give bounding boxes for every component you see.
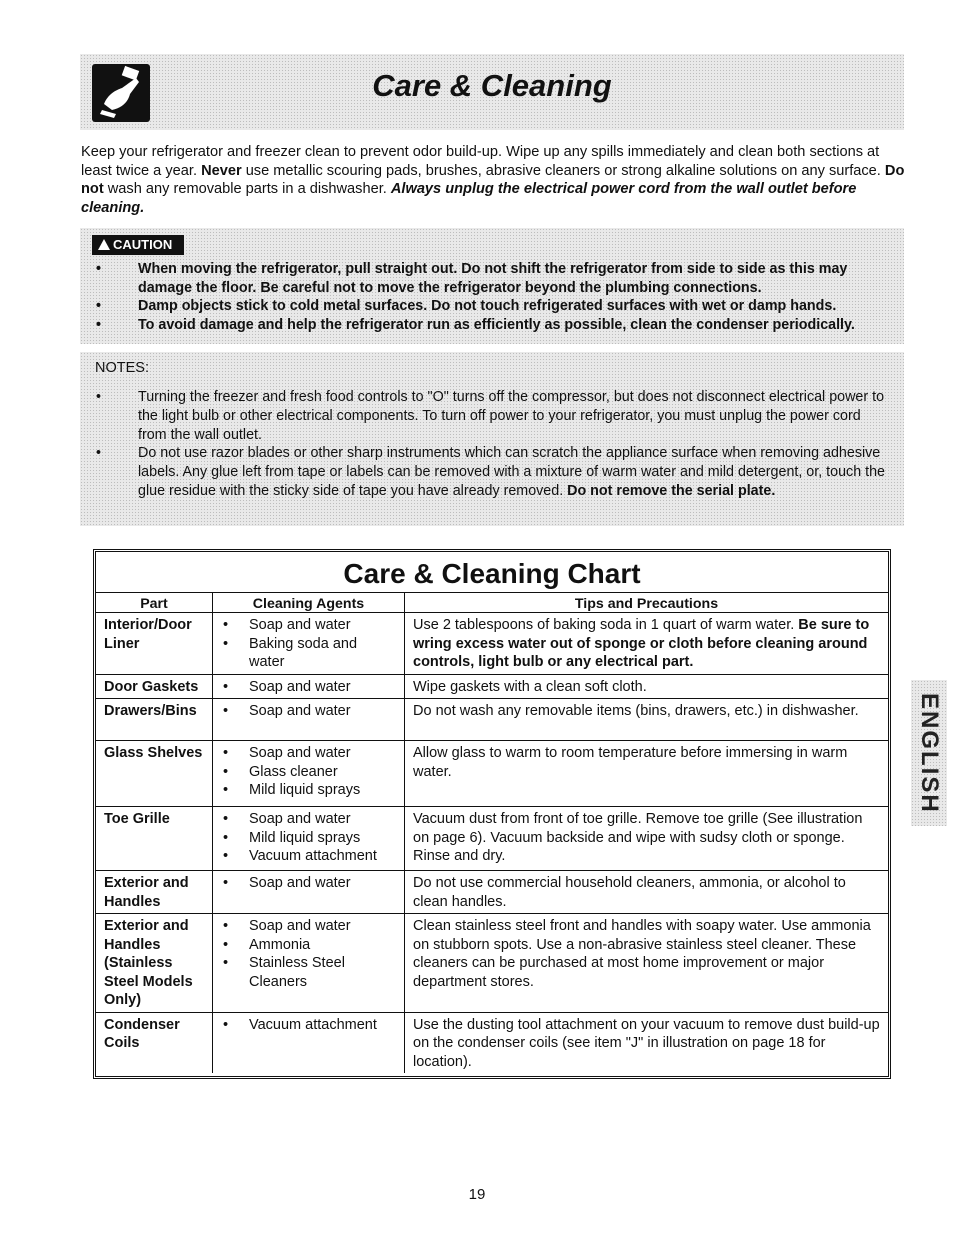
column-header-tips: Tips and Precautions [405, 593, 889, 613]
care-cleaning-chart [93, 549, 891, 1079]
agent-item: • Mild liquid sprays [221, 829, 396, 848]
part-cell: Condenser Coils [96, 1012, 213, 1073]
agents-cell [213, 914, 405, 1013]
agent-item: • Soap and water [221, 917, 396, 936]
note-item: • Turning the freezer and fresh food controls to "O" turns off the compressor, but does not disconnect electrical power to the light bulb or other electrical components. To turn off power to your refrigerator, you must unplug the power cord from the wall outlet. [80, 388, 904, 444]
table-row [96, 807, 888, 871]
table-row [96, 914, 888, 1013]
caution-box [80, 228, 904, 344]
table-row [96, 699, 888, 741]
tips-cell: Wipe gaskets with a clean soft cloth. [405, 674, 889, 699]
section-header [80, 54, 904, 130]
agent-item: • Stainless Steel Cleaners [221, 954, 396, 991]
table-row [96, 1012, 888, 1073]
tips-cell: Vacuum dust from front of toe grille. Remove toe grille (See illustration on page 6). Vacuum backside and wipe with sudsy cloth or sponge. Rinse and dry. [405, 807, 889, 871]
agents-cell [213, 613, 405, 675]
note-item: • Do not use razor blades or other sharp instruments which can scratch the appliance surface when removing adhesive labels. Any glue left from tape or labels can be removed with a mixture of warm water and mild detergent, or, touch the glue residue with the sticky side of tape you have already removed. Do not remove the serial plate. [80, 444, 904, 500]
cleaning-table [96, 593, 888, 1073]
table-row [96, 674, 888, 699]
tips-cell: Allow glass to warm to room temperature before immersing in warm water. [405, 741, 889, 807]
caution-list [80, 260, 904, 334]
language-tab-label: ENGLISH [916, 692, 943, 814]
agent-item: • Soap and water [221, 810, 396, 829]
caution-badge: CAUTION [92, 235, 184, 255]
table-row [96, 741, 888, 807]
agents-cell [213, 1012, 405, 1073]
notes-box [80, 352, 904, 526]
agent-item: • Soap and water [221, 678, 396, 697]
column-header-part: Part [96, 593, 213, 613]
agent-item: • Soap and water [221, 874, 396, 893]
agent-item: • Soap and water [221, 702, 396, 721]
agent-item: • Ammonia [221, 936, 396, 955]
agents-cell [213, 741, 405, 807]
agent-item: • Glass cleaner [221, 763, 396, 782]
agent-item: • Vacuum attachment [221, 847, 396, 866]
tips-cell: Use the dusting tool attachment on your vacuum to remove dust build-up on the condenser coils (see item "J" in illustration on page 18 for location). [405, 1012, 889, 1073]
agent-item: • Baking soda and water [221, 635, 396, 672]
agent-item: • Soap and water [221, 744, 396, 763]
table-header-row [96, 593, 888, 613]
page-title: Care & Cleaning [372, 68, 612, 103]
notes-list [80, 388, 904, 501]
part-cell: Glass Shelves [96, 741, 213, 807]
part-cell: Exterior and Handles (Stainless Steel Models Only) [96, 914, 213, 1013]
tips-cell: Do not wash any removable items (bins, drawers, etc.) in dishwasher. [405, 699, 889, 741]
caution-item: • When moving the refrigerator, pull straight out. Do not shift the refrigerator from side to side as this may damage the floor. Be careful not to move the refrigerator beyond the plumbing connections. [80, 260, 904, 297]
tips-cell: Clean stainless steel front and handles with soapy water. Use ammonia on stubborn spots. Use a non-abrasive stainless steel cleaner. These cleaners can be purchased at most home improvement or major department stores. [405, 914, 889, 1013]
agents-cell [213, 674, 405, 699]
agents-cell [213, 871, 405, 914]
part-cell: Interior/Door Liner [96, 613, 213, 675]
table-row [96, 871, 888, 914]
caution-item: • Damp objects stick to cold metal surfaces. Do not touch refrigerated surfaces with wet or damp hands. [80, 297, 904, 316]
warning-icon [98, 239, 110, 250]
page-number: 19 [468, 1186, 486, 1203]
agents-cell [213, 699, 405, 741]
caution-item: • To avoid damage and help the refrigerator run as efficiently as possible, clean the condenser periodically. [80, 316, 904, 335]
part-cell: Door Gaskets [96, 674, 213, 699]
notes-label: NOTES: [95, 360, 149, 376]
intro-paragraph: Keep your refrigerator and freezer clean to prevent odor build-up. Wipe up any spills immediately and clean both sections at least twice a year. Never use metallic scouring pads, brushes, abrasive cleaners or strong alkaline solutions on any surface. Do not wash any removable parts in a dishwasher. Always unplug the electrical power cord from the wall outlet before cleaning. [81, 144, 905, 217]
language-tab [911, 680, 947, 826]
agent-item: • Mild liquid sprays [221, 781, 396, 800]
part-cell: Drawers/Bins [96, 699, 213, 741]
tips-cell: Use 2 tablespoons of baking soda in 1 quart of warm water. Be sure to wring excess water out of sponge or cloth before cleaning around controls, light bulb or any electrical part. [405, 613, 889, 675]
tips-cell: Do not use commercial household cleaners, ammonia, or alcohol to clean handles. [405, 871, 889, 914]
agent-item: • Vacuum attachment [221, 1016, 396, 1035]
column-header-agents: Cleaning Agents [213, 593, 405, 613]
agent-item: • Soap and water [221, 616, 396, 635]
part-cell: Toe Grille [96, 807, 213, 871]
part-cell: Exterior and Handles [96, 871, 213, 914]
agents-cell [213, 807, 405, 871]
table-row [96, 613, 888, 675]
chart-title: Care & Cleaning Chart [96, 552, 888, 593]
